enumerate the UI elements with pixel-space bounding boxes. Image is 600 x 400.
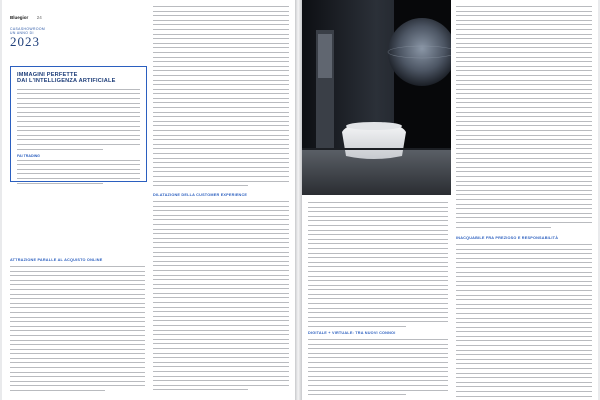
right-col1-subhead: DIGITALE + VIRTUALE: TRA NUOVI CONNOI	[308, 331, 396, 335]
left-col1-text	[10, 266, 145, 395]
page-header	[10, 6, 80, 48]
right-col1-text-top	[308, 202, 448, 331]
right-col3-text-top	[456, 6, 592, 231]
bathroom-photo	[302, 0, 451, 195]
intro-box-title	[17, 72, 140, 85]
left-col2-text-top	[153, 6, 289, 190]
intro-box-title-line2: DAI L'INTELLIGENZA ARTIFICIALE	[17, 78, 116, 85]
right-col3-subhead: INACQUABILE FRA PREZIOSO E RESPONSABILITÀ	[456, 236, 559, 240]
section-label-line2: UN ANNO DI	[10, 31, 34, 35]
right-page	[302, 0, 598, 400]
right-col3-text-bottom	[456, 244, 592, 400]
left-col1-subhead: ATTRAZIONE PARALLE AL ACQUISTO ONLINE	[10, 258, 103, 262]
page-number: 24	[36, 15, 42, 20]
brand-name: Bluegior	[10, 15, 29, 20]
year-label: 2023	[10, 34, 40, 49]
intro-box-text	[17, 89, 140, 150]
intro-box-subhead: FAI TRADING	[17, 153, 40, 158]
right-col1-text-bottom	[308, 339, 448, 399]
intro-box-text-2	[17, 160, 140, 184]
left-col2-text-bottom	[153, 201, 289, 394]
intro-box	[10, 66, 147, 182]
left-page	[2, 0, 295, 400]
page-gutter	[295, 0, 302, 400]
section-label-line1: CASASHOWROOM	[10, 27, 46, 31]
intro-box-title-line1: IMMAGINI PERFETTE	[17, 72, 78, 78]
left-col2-subhead: DILATAZIONE DELLA CUSTOMER EXPERIENCE	[153, 193, 248, 197]
